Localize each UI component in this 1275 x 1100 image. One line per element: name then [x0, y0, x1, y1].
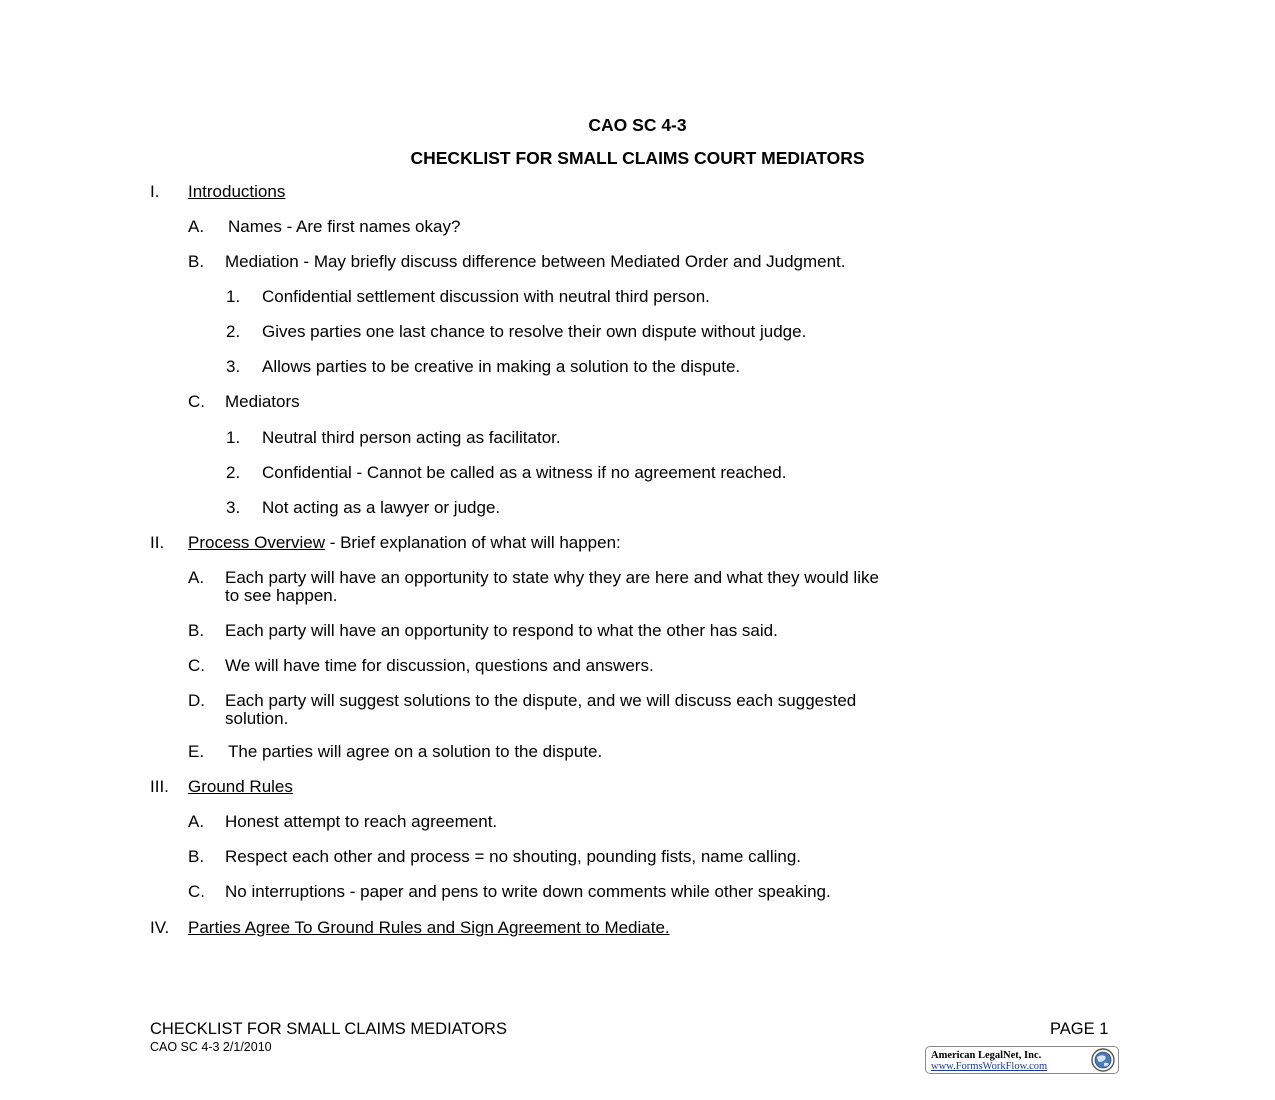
section-numeral: II. — [150, 533, 165, 552]
document-code: CAO SC 4-3 — [588, 115, 687, 135]
item-text: No interruptions - paper and pens to write down comments while other speaking. — [225, 882, 831, 901]
item-text: Mediators — [225, 392, 300, 411]
section-heading: Process Overview — [188, 533, 325, 552]
section-numeral: III. — [150, 777, 169, 796]
item-text-continued: to see happen. — [225, 586, 338, 605]
item-text: Names - Are first names okay? — [228, 217, 461, 236]
item-letter: C. — [188, 882, 205, 901]
subitem-text: Not acting as a lawyer or judge. — [262, 498, 501, 517]
publisher-logo[interactable] — [925, 1046, 1119, 1074]
section-numeral: I. — [150, 182, 160, 201]
item-letter: B. — [188, 252, 205, 271]
section-heading-line — [188, 533, 621, 552]
item-text: Each party will suggest solutions to the dispute, and we will discuss each suggested — [225, 691, 857, 710]
subitem-number: 3. — [226, 498, 241, 517]
footer-title: CHECKLIST FOR SMALL CLAIMS MEDIATORS — [150, 1020, 507, 1038]
footer-code-date: CAO SC 4-3 2/1/2010 — [150, 1040, 272, 1054]
item-letter: A. — [188, 217, 205, 236]
subitem-number: 2. — [226, 322, 241, 341]
section-heading-suffix: - Brief explanation of what will happen: — [324, 533, 621, 552]
subitem-number: 3. — [226, 357, 241, 376]
logo-url[interactable]: www.FormsWorkFlow.com — [931, 1061, 1048, 1072]
document-title: CHECKLIST FOR SMALL CLAIMS COURT MEDIATORS — [410, 148, 865, 168]
subitem-number: 2. — [226, 463, 241, 482]
section-numeral: IV. — [150, 918, 170, 937]
item-letter: C. — [188, 656, 205, 675]
item-text: We will have time for discussion, questions and answers. — [225, 656, 654, 675]
subitem-text: Gives parties one last chance to resolve their own dispute without judge. — [262, 322, 807, 341]
item-text: Each party will have an opportunity to state why they are here and what they would like — [225, 568, 879, 587]
subitem-text: Confidential settlement discussion with neutral third person. — [262, 287, 710, 306]
item-text: Honest attempt to reach agreement. — [225, 812, 498, 831]
subitem-text: Neutral third person acting as facilitator. — [262, 428, 561, 447]
item-letter: E. — [188, 742, 205, 761]
item-letter: C. — [188, 392, 205, 411]
subitem-text: Confidential - Cannot be called as a witness if no agreement reached. — [262, 463, 787, 482]
section-heading: Ground Rules — [188, 777, 293, 796]
item-letter: A. — [188, 568, 205, 587]
section-heading: Parties Agree To Ground Rules and Sign Agreement to Mediate. — [188, 918, 670, 937]
subitem-text: Allows parties to be creative in making a solution to the dispute. — [262, 357, 741, 376]
logo-name: American LegalNet, Inc. — [931, 1050, 1042, 1061]
item-text: The parties will agree on a solution to the dispute. — [228, 742, 603, 761]
item-letter: D. — [188, 691, 205, 710]
item-text: Each party will have an opportunity to respond to what the other has said. — [225, 621, 778, 640]
item-text: Respect each other and process = no shouting, pounding fists, name calling. — [225, 847, 801, 866]
subitem-number: 1. — [226, 428, 241, 447]
item-letter: B. — [188, 847, 205, 866]
page-number: PAGE 1 — [1050, 1020, 1109, 1038]
item-letter: A. — [188, 812, 205, 831]
item-text-continued: solution. — [225, 709, 289, 728]
item-letter: B. — [188, 621, 205, 640]
subitem-number: 1. — [226, 287, 241, 306]
item-text: Mediation - May briefly discuss difference between Mediated Order and Judgment. — [225, 252, 846, 271]
section-heading: Introductions — [188, 182, 286, 201]
globe-icon — [1091, 1048, 1115, 1072]
